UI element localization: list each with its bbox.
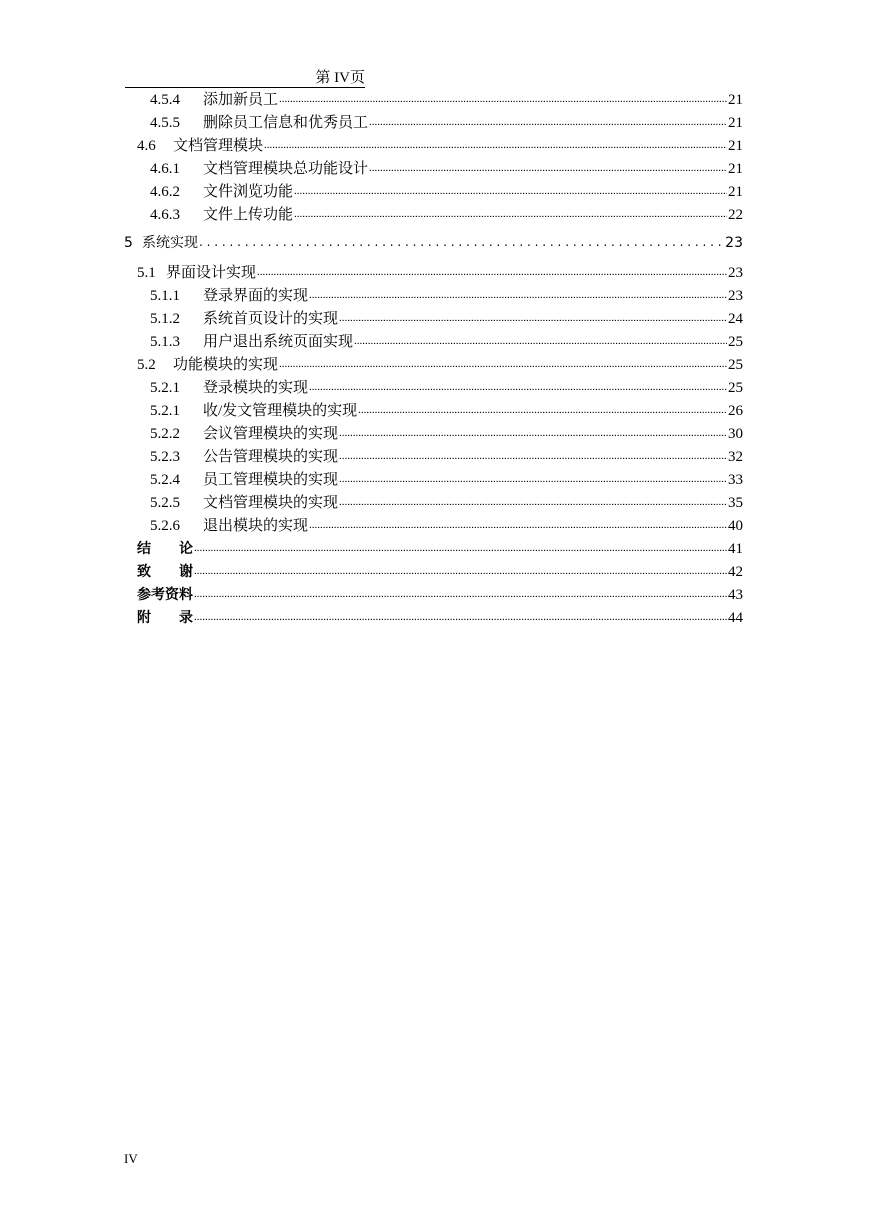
toc-entry-number: 5	[124, 235, 133, 251]
toc-entry-number: 5.2.5	[150, 495, 180, 511]
toc-entry-title: 公告管理模块的实现	[203, 449, 339, 465]
page-footer	[124, 1150, 138, 1168]
toc-entry-number: 5.2	[137, 357, 156, 373]
toc-dot-leader	[339, 447, 727, 467]
toc-dot-leader	[339, 309, 727, 329]
toc-entry-title: 附 录	[137, 610, 193, 626]
toc-dot-leader	[294, 182, 727, 202]
toc-entry-title: 文档管理模块的实现	[203, 495, 339, 511]
toc-dot-leader	[369, 113, 727, 133]
toc-entry-5-2-3[interactable]	[150, 447, 743, 467]
toc-dot-leader	[264, 136, 727, 156]
toc-entry-number: 5.1.2	[150, 311, 180, 327]
toc-entry-page: 25	[728, 334, 743, 350]
toc-entry-conclusion[interactable]	[137, 539, 743, 559]
toc-dot-leader	[339, 470, 727, 490]
toc-entry-title: 登录模块的实现	[203, 380, 309, 396]
toc-entry-page: 21	[728, 115, 743, 131]
toc-entry-title: 登录界面的实现	[203, 288, 309, 304]
toc-dot-leader	[257, 263, 727, 283]
toc-entry-page: 41	[728, 541, 743, 557]
toc-dot-leader	[199, 233, 724, 253]
toc-dot-leader	[309, 286, 727, 306]
toc-entry-4-5-4[interactable]	[150, 90, 743, 110]
toc-entry-4-6-2[interactable]	[150, 182, 743, 202]
toc-entry-title: 文档管理模块总功能设计	[203, 161, 369, 177]
toc-dot-leader	[294, 205, 727, 225]
toc-entry-number: 5.2.6	[150, 518, 180, 534]
toc-entry-page: 44	[728, 610, 743, 626]
toc-entry-title: 添加新员工	[203, 92, 279, 108]
toc-entry-5-1-1[interactable]	[150, 286, 743, 306]
toc-entry-title: 功能模块的实现	[173, 357, 279, 373]
toc-entry-page: 21	[728, 92, 743, 108]
toc-entry-page: 23	[728, 288, 743, 304]
toc-dot-leader	[358, 401, 727, 421]
toc-entry-chapter-5[interactable]	[124, 233, 743, 253]
toc-entry-number: 4.5.5	[150, 115, 180, 131]
toc-entry-title: 删除员工信息和优秀员工	[203, 115, 369, 131]
toc-entry-5-1-3[interactable]	[150, 332, 743, 352]
toc-entry-page: 32	[728, 449, 743, 465]
toc-dot-leader	[354, 332, 727, 352]
toc-entry-number: 4.6.3	[150, 207, 180, 223]
toc-entry-5-1-2[interactable]	[150, 309, 743, 329]
toc-dot-leader	[194, 608, 727, 628]
toc-entry-page: 23	[725, 235, 743, 251]
toc-entry-acknowledgements[interactable]	[137, 562, 743, 582]
toc-entry-title: 参考资料	[137, 587, 193, 603]
toc-entry-number: 4.5.4	[150, 92, 180, 108]
toc-entry-title: 致 谢	[137, 564, 193, 580]
toc-entry-page: 30	[728, 426, 743, 442]
toc-entry-page: 35	[728, 495, 743, 511]
toc-entry-5-2[interactable]	[137, 355, 743, 375]
toc-entry-5-1[interactable]	[137, 263, 743, 283]
toc-dot-leader	[279, 90, 727, 110]
toc-entry-number: 5.1.1	[150, 288, 180, 304]
toc-entry-page: 21	[728, 138, 743, 154]
toc-entry-5-2-2[interactable]	[150, 424, 743, 444]
toc-entry-4-5-5[interactable]	[150, 113, 743, 133]
header-page-label: 第 IV页	[315, 70, 365, 86]
toc-entry-title: 界面设计实现	[166, 265, 257, 281]
toc-entry-title: 系统实现	[142, 235, 198, 251]
toc-entry-4-6[interactable]	[137, 136, 743, 156]
footer-page-number: IV	[124, 1151, 138, 1166]
toc-entry-5-2-4[interactable]	[150, 470, 743, 490]
toc-entry-title: 结 论	[137, 541, 193, 557]
toc-dot-leader	[194, 585, 727, 605]
toc-entry-number: 5.2.1	[150, 403, 180, 419]
toc-entry-appendix[interactable]	[137, 608, 743, 628]
toc-entry-references[interactable]	[137, 585, 743, 605]
toc-entry-title: 文件浏览功能	[203, 184, 294, 200]
toc-entry-page: 25	[728, 380, 743, 396]
toc-entry-number: 4.6.1	[150, 161, 180, 177]
toc-entry-page: 43	[728, 587, 743, 603]
toc-entry-5-2-6[interactable]	[150, 516, 743, 536]
toc-dot-leader	[194, 562, 727, 582]
toc-dot-leader	[194, 539, 727, 559]
toc-dot-leader	[339, 424, 727, 444]
toc-entry-title: 退出模块的实现	[203, 518, 309, 534]
toc-entry-page: 26	[728, 403, 743, 419]
toc-entry-number: 5.1	[137, 265, 156, 281]
toc-entry-title: 收/发文管理模块的实现	[203, 403, 358, 419]
toc-entry-page: 22	[728, 207, 743, 223]
toc-entry-5-2-1[interactable]	[150, 378, 743, 398]
toc-entry-page: 33	[728, 472, 743, 488]
toc-entry-title: 会议管理模块的实现	[203, 426, 339, 442]
toc-dot-leader	[339, 493, 727, 513]
toc-entry-number: 4.6	[137, 138, 156, 154]
toc-entry-number: 5.2.3	[150, 449, 180, 465]
toc-entry-number: 4.6.2	[150, 184, 180, 200]
toc-dot-leader	[369, 159, 727, 179]
toc-entry-5-2-1b[interactable]	[150, 401, 743, 421]
toc-entry-5-2-5[interactable]	[150, 493, 743, 513]
toc-entry-page: 42	[728, 564, 743, 580]
toc-entry-title: 系统首页设计的实现	[203, 311, 339, 327]
toc-entry-number: 5.2.1	[150, 380, 180, 396]
toc-entry-number: 5.2.2	[150, 426, 180, 442]
toc-entry-4-6-3[interactable]	[150, 205, 743, 225]
toc-entry-page: 21	[728, 161, 743, 177]
toc-entry-page: 25	[728, 357, 743, 373]
toc-dot-leader	[279, 355, 727, 375]
toc-entry-number: 5.1.3	[150, 334, 180, 350]
toc-entry-page: 40	[728, 518, 743, 534]
toc-entry-number: 5.2.4	[150, 472, 180, 488]
toc-entry-title: 文档管理模块	[173, 138, 264, 154]
toc-entry-page: 24	[728, 311, 743, 327]
toc-entry-page: 23	[728, 265, 743, 281]
toc-entry-title: 文件上传功能	[203, 207, 294, 223]
toc-entry-4-6-1[interactable]	[150, 159, 743, 179]
toc-entry-title: 用户退出系统页面实现	[203, 334, 354, 350]
toc-entry-title: 员工管理模块的实现	[203, 472, 339, 488]
toc-dot-leader	[309, 378, 727, 398]
page-header	[125, 68, 365, 88]
toc-dot-leader	[309, 516, 727, 536]
toc-entry-page: 21	[728, 184, 743, 200]
